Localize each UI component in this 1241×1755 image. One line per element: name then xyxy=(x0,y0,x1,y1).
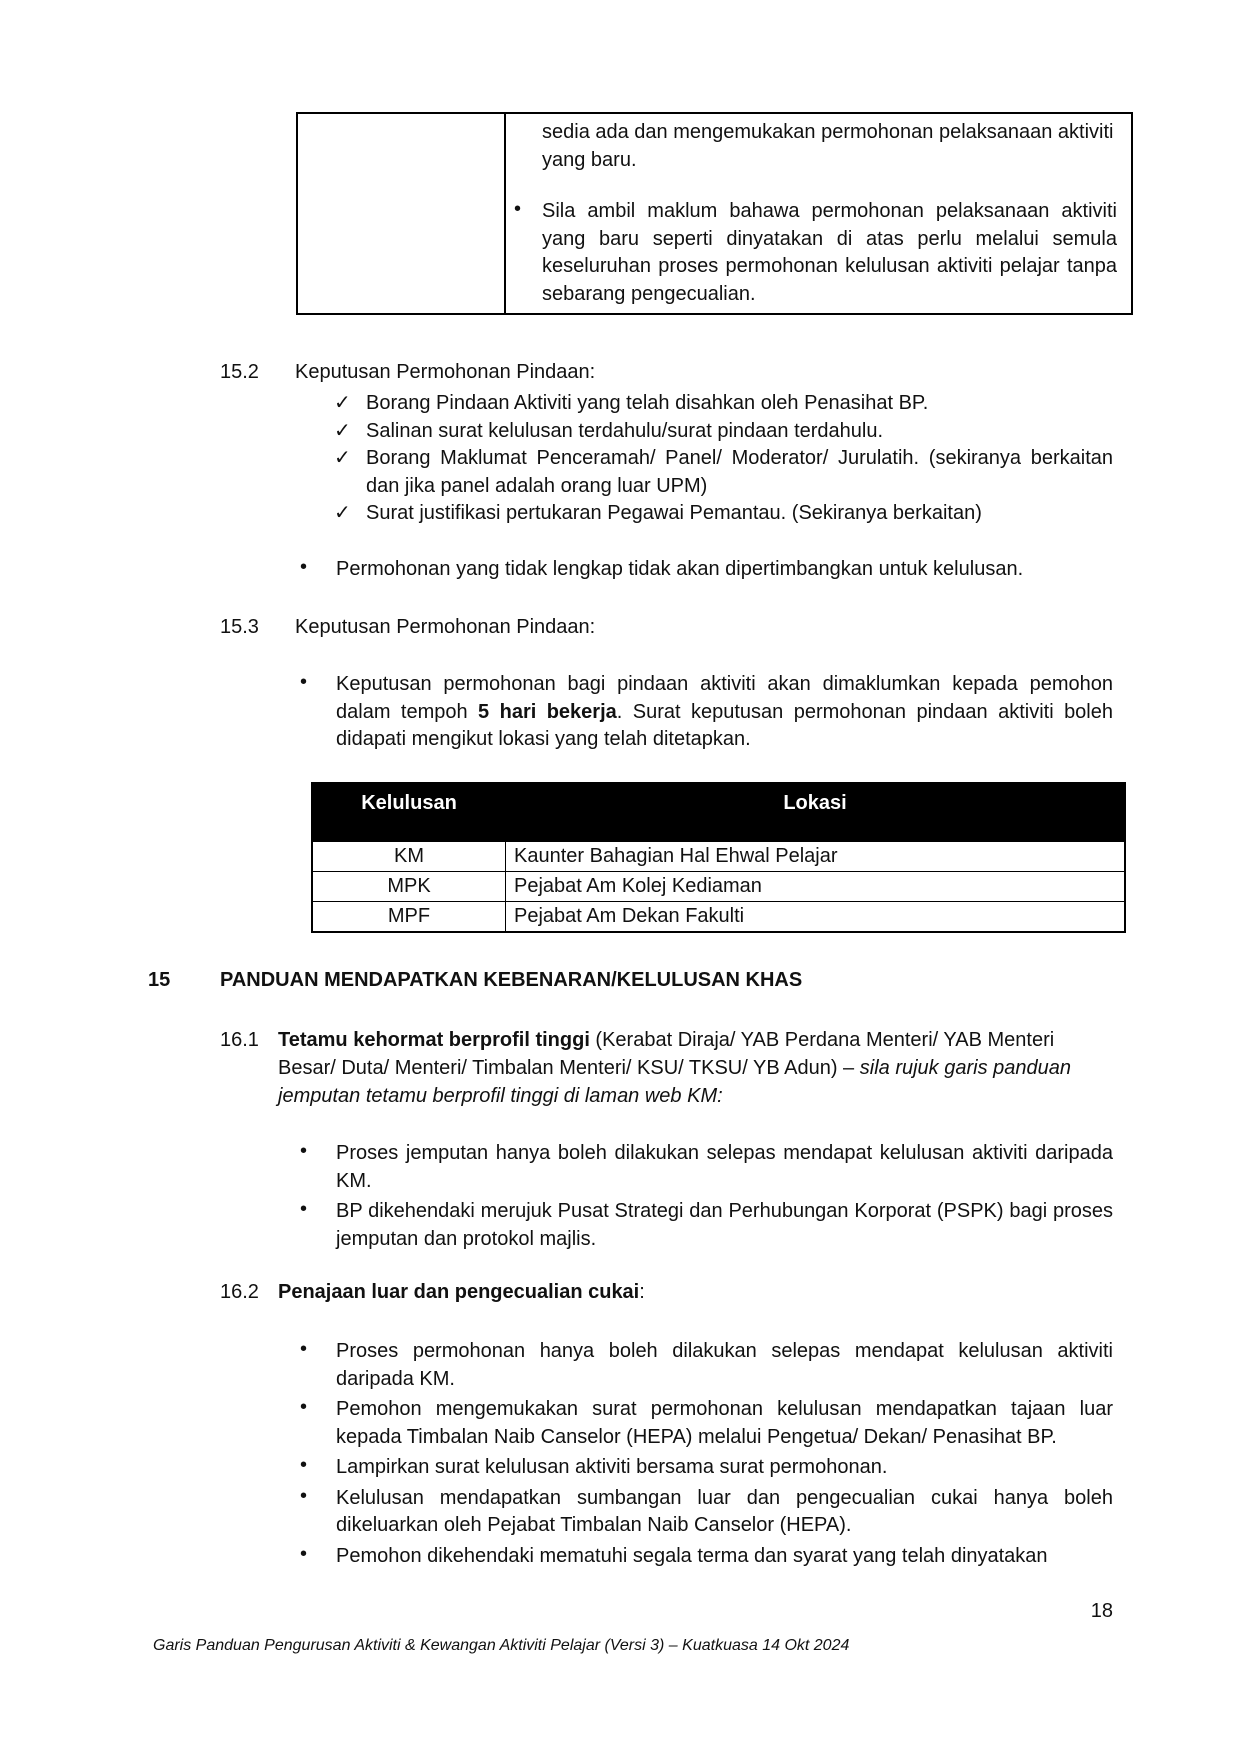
bullet-item xyxy=(506,198,1123,308)
bullet-list xyxy=(300,1140,1113,1256)
table-row xyxy=(312,842,1125,872)
text-segment: Keputusan permohonan bagi pindaan aktiviti akan dimaklumkan kepada pemohon dalam tempoh xyxy=(336,673,1113,723)
bullet-marker: • xyxy=(300,1396,308,1418)
section-title xyxy=(278,1026,1095,1110)
bullet-text: Proses permohonan hanya boleh dilakukan selepas mendapat kelulusan aktiviti daripada KM. xyxy=(336,1340,1113,1390)
section-number: 15.3 xyxy=(220,616,259,638)
bullet-text: Lampirkan surat kelulusan aktiviti bersama surat permohonan. xyxy=(336,1456,888,1478)
table-row xyxy=(312,872,1125,902)
page-number: 18 xyxy=(1090,1600,1113,1622)
text-segment: . Surat keputusan permohonan pindaan aktiviti boleh didapati mengikut lokasi yang telah ditetapkan. xyxy=(336,700,1113,750)
section-number: 15 xyxy=(148,969,171,991)
carryover-table xyxy=(296,112,1133,315)
italic-text: sila rujuk garis panduan jemputan tetamu berprofil tinggi di laman web KM: xyxy=(278,1057,1071,1107)
cell-lokasi: Pejabat Am Kolej Kediaman xyxy=(506,872,1126,902)
continuation-text: sedia ada dan mengemukakan permohonan pelaksanaan aktiviti yang baru. xyxy=(542,121,1114,171)
check-item xyxy=(334,390,1113,418)
bullet-marker: • xyxy=(514,198,522,220)
check-text: Borang Pindaan Aktiviti yang telah disahkan oleh Penasihat BP. xyxy=(366,392,929,414)
cell-kelulusan: MPF xyxy=(312,902,506,933)
checklist xyxy=(334,390,1113,528)
text-segment: (Kerabat Diraja/ YAB Perdana Menteri/ YAB Menteri Besar/ Duta/ Menteri/ Timbalan Menteri/ KSU/ TKSU/ YB Adun) – xyxy=(278,1029,1055,1079)
carryover-content-cell xyxy=(505,113,1132,314)
bullet-marker: • xyxy=(300,1454,308,1476)
bullet-marker: • xyxy=(300,556,308,578)
section-15-3-heading xyxy=(220,613,595,641)
check-text: Surat justifikasi pertukaran Pegawai Pemantau. (Sekiranya berkaitan) xyxy=(366,502,982,524)
table-header-row xyxy=(312,783,1125,842)
check-marker: ✓ xyxy=(334,419,351,442)
section-number: 16.2 xyxy=(220,1281,259,1303)
cell-lokasi: Kaunter Bahagian Hal Ehwal Pelajar xyxy=(506,842,1126,872)
section-16-2-heading xyxy=(220,1278,1095,1306)
cell-kelulusan: MPK xyxy=(312,872,506,902)
bullet-text: Proses jemputan hanya boleh dilakukan selepas mendapat kelulusan aktiviti daripada KM. xyxy=(336,1142,1113,1192)
bullet-text: Pemohon mengemukakan surat permohonan kelulusan mendapatkan tajaan luar kepada Timbalan Naib Canselor (HEPA) melalui Pengetua/ Dekan/ Penasihat BP. xyxy=(336,1398,1113,1448)
carryover-empty-cell xyxy=(297,113,505,314)
section-number: 16.1 xyxy=(220,1029,259,1051)
bullet-text xyxy=(336,671,1113,754)
check-text: Salinan surat kelulusan terdahulu/surat pindaan terdahulu. xyxy=(366,419,884,442)
table-header-kelulusan: Kelulusan xyxy=(312,783,506,842)
table-row xyxy=(312,902,1125,933)
bold-text: 5 hari bekerja xyxy=(478,700,617,723)
footer-note: Garis Panduan Pengurusan Aktiviti & Kewangan Aktiviti Pelajar (Versi 3) – Kuatkuasa 14 Okt 2024 xyxy=(153,1637,850,1654)
bullet-item xyxy=(300,1198,1113,1253)
bold-text: Penajaan luar dan pengecualian cukai xyxy=(278,1281,640,1303)
check-marker: ✓ xyxy=(334,447,351,469)
check-item xyxy=(334,418,1113,446)
table-row xyxy=(297,113,1132,314)
bold-text: Tetamu kehormat berprofil tinggi xyxy=(278,1029,590,1051)
check-marker: ✓ xyxy=(334,392,351,414)
bullet-text: Permohonan yang tidak lengkap tidak akan dipertimbangkan untuk kelulusan. xyxy=(336,558,1024,580)
section-title: Keputusan Permohonan Pindaan: xyxy=(295,361,596,383)
section-16-1-heading xyxy=(220,1026,1095,1110)
location-table xyxy=(311,782,1126,933)
check-text: Borang Maklumat Penceramah/ Panel/ Moderator/ Jurulatih. (sekiranya berkaitan dan jika panel adalah orang luar UPM) xyxy=(366,447,1113,497)
section-15-2-heading xyxy=(220,358,595,386)
section-15-heading xyxy=(148,966,802,994)
bullet-marker: • xyxy=(300,1140,308,1162)
bullet-text: Sila ambil maklum bahawa permohonan pelaksanaan aktiviti yang baru seperti dinyatakan di atas perlu melalui semula keseluruhan proses permohonan kelulusan aktiviti pelajar tanpa sebarang pengecualian. xyxy=(542,200,1117,305)
section-number: 15.2 xyxy=(220,361,259,383)
bullet-item xyxy=(300,1338,1113,1393)
table-header-lokasi: Lokasi xyxy=(506,783,1126,842)
bullet-item xyxy=(300,1543,1113,1571)
bullet-marker: • xyxy=(300,1484,308,1507)
bullet-marker: • xyxy=(300,671,308,693)
bullet-text: Pemohon dikehendaki mematuhi segala terma dan syarat yang telah dinyatakan xyxy=(336,1544,1048,1567)
bullet-item xyxy=(300,671,1113,754)
bullet-marker: • xyxy=(300,1542,308,1565)
bullet-text: Kelulusan mendapatkan sumbangan luar dan pengecualian cukai hanya boleh dikeluarkan oleh Pejabat Timbalan Naib Canselor (HEPA). xyxy=(336,1486,1113,1536)
check-marker: ✓ xyxy=(334,502,351,524)
bullet-list xyxy=(300,1338,1113,1573)
bullet-item xyxy=(300,1454,1113,1482)
text-segment: : xyxy=(639,1281,645,1303)
bullet-marker: • xyxy=(300,1338,308,1360)
cell-kelulusan: KM xyxy=(312,842,506,872)
check-item xyxy=(334,445,1113,500)
section-title: PANDUAN MENDAPATKAN KEBENARAN/KELULUSAN KHAS xyxy=(220,969,803,991)
bullet-item xyxy=(300,1140,1113,1195)
section-title xyxy=(278,1278,1095,1306)
section-title: Keputusan Permohonan Pindaan: xyxy=(295,616,596,638)
bullet-item xyxy=(300,1396,1113,1451)
check-item xyxy=(334,500,1113,528)
cell-lokasi: Pejabat Am Dekan Fakulti xyxy=(506,902,1126,933)
bullet-item xyxy=(300,556,1113,584)
bullet-item xyxy=(300,1485,1113,1540)
bullet-marker: • xyxy=(300,1198,308,1220)
bullet-text: BP dikehendaki merujuk Pusat Strategi dan Perhubungan Korporat (PSPK) bagi proses jemputan dan protokol majlis. xyxy=(336,1200,1113,1250)
